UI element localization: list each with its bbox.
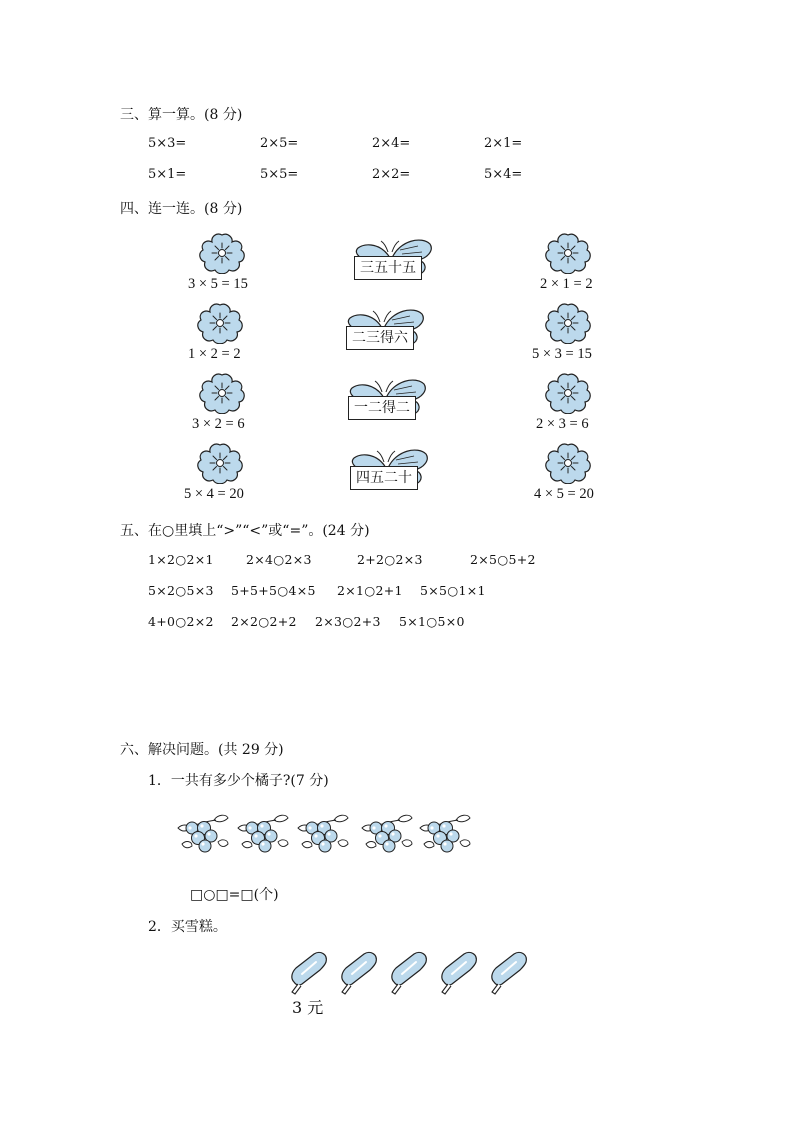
- calc-problem: 5×4=: [484, 167, 523, 182]
- popsicle-illustration: [288, 950, 538, 996]
- calc-problem: 5×5=: [260, 167, 299, 182]
- flower-icon: [544, 302, 592, 344]
- flower-icon: [544, 232, 592, 274]
- calc-problem: 5×1=: [148, 167, 187, 182]
- compare-problem[interactable]: 5+5+5○4×5: [231, 583, 316, 598]
- rhyme-label: 三五十五: [354, 256, 422, 280]
- popsicle-icon: [392, 952, 426, 994]
- orange-cluster-icon: [238, 815, 288, 852]
- compare-problem[interactable]: 2×5○5+2: [470, 552, 536, 567]
- calc-problem: 5×3=: [148, 136, 187, 151]
- compare-problem[interactable]: 5×1○5×0: [399, 614, 465, 629]
- compare-problem[interactable]: 5×5○1×1: [420, 583, 486, 598]
- compare-problem[interactable]: 2×1○2+1: [337, 583, 403, 598]
- orange-cluster-icon: [298, 815, 348, 852]
- flower-icon: [198, 372, 246, 414]
- compare-problem[interactable]: 1×2○2×1: [148, 552, 214, 567]
- popsicle-icon: [342, 952, 376, 994]
- calc-problem: 2×4=: [372, 136, 411, 151]
- calc-problem: 2×2=: [372, 167, 411, 182]
- left-equation[interactable]: 1 × 2 = 2: [188, 346, 241, 362]
- question-2-label: 2．买雪糕。: [148, 919, 227, 935]
- compare-problem[interactable]: 4+0○2×2: [148, 614, 214, 629]
- rhyme-label: 二三得六: [346, 326, 414, 350]
- left-equation[interactable]: 3 × 2 = 6: [192, 416, 245, 432]
- section-5-title: 五、在○里填上“>”“<”或“=”。(24 分): [120, 523, 370, 539]
- flower-icon: [196, 442, 244, 484]
- price-label: 3 元: [292, 998, 324, 1017]
- left-equation[interactable]: 5 × 4 = 20: [184, 486, 244, 502]
- butterfly-card[interactable]: [350, 236, 432, 292]
- compare-problem[interactable]: 2×4○2×3: [246, 552, 312, 567]
- popsicle-icon: [292, 952, 326, 994]
- rhyme-label: 四五二十: [350, 466, 418, 490]
- flower-icon: [196, 302, 244, 344]
- compare-problem[interactable]: 5×2○5×3: [148, 583, 214, 598]
- popsicle-icon: [442, 952, 476, 994]
- section-3-title: 三、算一算。(8 分): [120, 107, 243, 123]
- calc-problem: 2×5=: [260, 136, 299, 151]
- popsicle-icon: [492, 952, 526, 994]
- flower-icon: [544, 372, 592, 414]
- section-4-title: 四、连一连。(8 分): [120, 201, 243, 217]
- calc-problem: 2×1=: [484, 136, 523, 151]
- question-1-label: 1．一共有多少个橘子?(7 分): [148, 773, 329, 789]
- compare-problem[interactable]: 2+2○2×3: [357, 552, 423, 567]
- right-equation[interactable]: 2 × 3 = 6: [536, 416, 589, 432]
- orange-cluster-icon: [362, 815, 412, 852]
- rhyme-label: 一二得二: [348, 396, 416, 420]
- left-equation[interactable]: 3 × 5 = 15: [188, 276, 248, 292]
- right-equation[interactable]: 4 × 5 = 20: [534, 486, 594, 502]
- compare-problem[interactable]: 2×2○2+2: [231, 614, 297, 629]
- orange-cluster-icon: [420, 815, 470, 852]
- answer-template[interactable]: □○□=□(个): [190, 887, 279, 903]
- orange-cluster-icon: [178, 815, 228, 852]
- flower-icon: [198, 232, 246, 274]
- orange-illustration: [174, 806, 474, 862]
- butterfly-card[interactable]: [346, 446, 428, 502]
- right-equation[interactable]: 5 × 3 = 15: [532, 346, 592, 362]
- right-equation[interactable]: 2 × 1 = 2: [540, 276, 593, 292]
- section-6-title: 六、解决问题。(共 29 分): [120, 742, 284, 758]
- butterfly-card[interactable]: [344, 376, 426, 432]
- butterfly-card[interactable]: [342, 306, 424, 362]
- flower-icon: [544, 442, 592, 484]
- compare-problem[interactable]: 2×3○2+3: [315, 614, 381, 629]
